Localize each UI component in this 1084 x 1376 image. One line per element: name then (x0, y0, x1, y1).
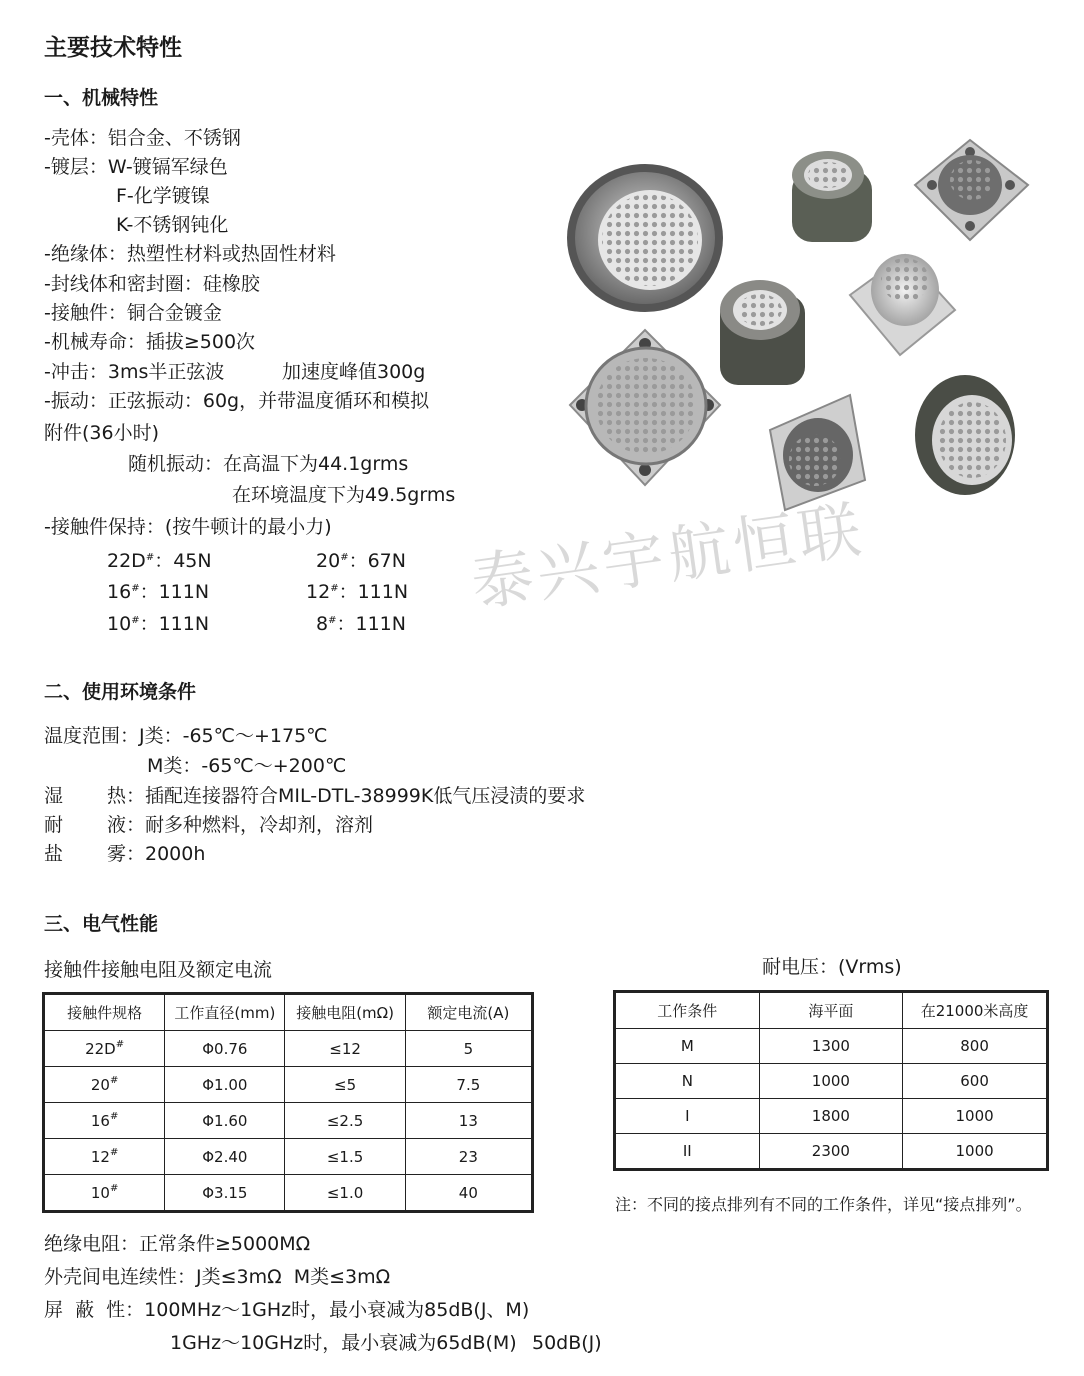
table-cell: 1000 (759, 1064, 903, 1099)
retention-item: 12#：111N (306, 581, 409, 603)
right-plug-image (915, 375, 1015, 495)
table-cell: Φ1.60 (165, 1103, 285, 1139)
retention-item: 16#：111N (107, 581, 210, 603)
retention-item: 22D#：45N (107, 550, 212, 572)
retention-item: 10#：111N (107, 613, 210, 635)
table-cell: 23 (405, 1139, 531, 1175)
table-cell: 5 (405, 1031, 531, 1067)
silver-receptacle-image (850, 254, 955, 355)
spec-line: -绝缘体：热塑性材料或热固性材料 (44, 243, 336, 265)
column-header: 额定电流(A) (405, 995, 531, 1031)
column-header: 工作直径(mm) (165, 995, 285, 1031)
column-header: 接触件规格 (45, 995, 165, 1031)
section-heading-electrical: 三、电气性能 (44, 913, 159, 935)
table-cell: ≤12 (285, 1031, 405, 1067)
env-line: 雾：2000h (107, 843, 206, 865)
table-cell: 1000 (903, 1134, 1047, 1169)
large-square-flange-image (570, 330, 720, 485)
table-cell: M (616, 1029, 760, 1064)
env-label: 盐 (44, 843, 64, 865)
table-row (616, 1099, 1047, 1134)
table1-caption: 接触件接触电阻及额定电流 (44, 959, 273, 981)
electrical-line: 50dB(J) (532, 1332, 602, 1354)
table-cell: 12# (45, 1139, 165, 1175)
table-cell: 800 (903, 1029, 1047, 1064)
section-heading-environment: 二、使用环境条件 (44, 681, 197, 703)
spec-line: K-不锈钢钝化 (116, 214, 229, 236)
table-cell: 16# (45, 1103, 165, 1139)
spec-line: -壳体：铝合金、不锈钢 (44, 127, 241, 149)
table-row (45, 1103, 532, 1139)
section-heading-mechanical: 一、机械特性 (44, 87, 159, 109)
table-cell: 10# (45, 1175, 165, 1211)
spec-line: -封线体和密封圈：硅橡胶 (44, 273, 260, 295)
table-row (616, 1134, 1047, 1169)
withstanding-voltage-table (615, 992, 1047, 1169)
table-cell: 7.5 (405, 1067, 531, 1103)
table2-caption: 耐电压：(Vrms) (762, 956, 902, 978)
table-cell: 22D# (45, 1031, 165, 1067)
spec-line: -接触件：铜合金镀金 (44, 302, 222, 324)
top-edge-artifact (40, 0, 340, 3)
spec-line: -机械寿命：插拔≥500次 (44, 331, 256, 353)
column-header: 海平面 (759, 993, 903, 1029)
contact-resistance-table (44, 994, 532, 1211)
table-cell: ≤2.5 (285, 1103, 405, 1139)
table-header-row (45, 995, 532, 1031)
table-row (45, 1031, 532, 1067)
electrical-line: 屏 蔽 性：100MHz～1GHz时，最小衰减为85dB(J、M) (44, 1299, 530, 1321)
retention-item: 8#：111N (316, 613, 406, 635)
table-cell: 1000 (903, 1099, 1047, 1134)
retention-item: 20#：67N (316, 550, 406, 572)
table-cell: Φ0.76 (165, 1031, 285, 1067)
table-row (45, 1139, 532, 1175)
env-label: 湿 (44, 785, 64, 807)
watermark-text: 泰兴宇航恒联 (466, 492, 870, 621)
env-label: 耐 (44, 814, 64, 836)
table-cell: 1300 (759, 1029, 903, 1064)
column-header: 工作条件 (616, 993, 760, 1029)
table-cell: 20# (45, 1067, 165, 1103)
spec-line: -冲击：3ms半正弦波 (44, 361, 225, 383)
table-cell: I (616, 1099, 760, 1134)
table-note: 注：不同的接点排列有不同的工作条件，详见“接点排列”。 (615, 1195, 1032, 1214)
spec-line: -振动：正弦振动：60g，并带温度循环和模拟 (44, 390, 430, 412)
table-cell: Φ2.40 (165, 1139, 285, 1175)
table-row (616, 1064, 1047, 1099)
spec-line: F-化学镀镍 (116, 185, 210, 207)
env-line: 热：插配连接器符合MIL-DTL-38999K低气压浸渍的要求 (107, 785, 586, 807)
table-cell: 40 (405, 1175, 531, 1211)
env-line: 液：耐多种燃料，冷却剂，溶剂 (107, 814, 374, 836)
large-plug-image (567, 164, 723, 312)
table-cell: ≤1.5 (285, 1139, 405, 1175)
env-line: M类：-65℃～+200℃ (147, 755, 347, 777)
table-cell: II (616, 1134, 760, 1169)
table-cell: 13 (405, 1103, 531, 1139)
spec-line: 附件(36小时) (44, 422, 160, 444)
spec-line: 加速度峰值300g (282, 361, 426, 383)
column-header: 接触电阻(mΩ) (285, 995, 405, 1031)
spec-line: 在环境温度下为49.5grms (232, 484, 456, 506)
spec-line: -接触件保持：(按牛顿计的最小力) (44, 516, 332, 538)
table-header-row (616, 993, 1047, 1029)
table-row (616, 1029, 1047, 1064)
table-cell: ≤1.0 (285, 1175, 405, 1211)
medium-plug-image (720, 280, 805, 385)
connector-product-photo (560, 130, 1040, 530)
table-cell: Φ3.15 (165, 1175, 285, 1211)
table-cell: 1800 (759, 1099, 903, 1134)
square-flange-receptacle-image (915, 140, 1028, 240)
table-row (45, 1175, 532, 1211)
table-cell: ≤5 (285, 1067, 405, 1103)
small-plug-image (792, 151, 872, 242)
table-cell: N (616, 1064, 760, 1099)
env-line: 温度范围：J类：-65℃～+175℃ (44, 725, 328, 747)
table-cell: 2300 (759, 1134, 903, 1169)
table-cell: 600 (903, 1064, 1047, 1099)
table-row (45, 1067, 532, 1103)
spec-line: 随机振动：在高温下为44.1grms (128, 453, 409, 475)
page-title: 主要技术特性 (44, 35, 182, 61)
spec-line: -镀层：W-镀镉军绿色 (44, 156, 228, 178)
electrical-line: 1GHz～10GHz时，最小衰减为65dB(M) (170, 1332, 517, 1354)
electrical-line: 外壳间电连续性：J类≤3mΩ M类≤3mΩ (44, 1266, 391, 1288)
table-cell: Φ1.00 (165, 1067, 285, 1103)
column-header: 在21000米高度 (903, 993, 1047, 1029)
electrical-line: 绝缘电阻：正常条件≥5000MΩ (44, 1233, 311, 1255)
